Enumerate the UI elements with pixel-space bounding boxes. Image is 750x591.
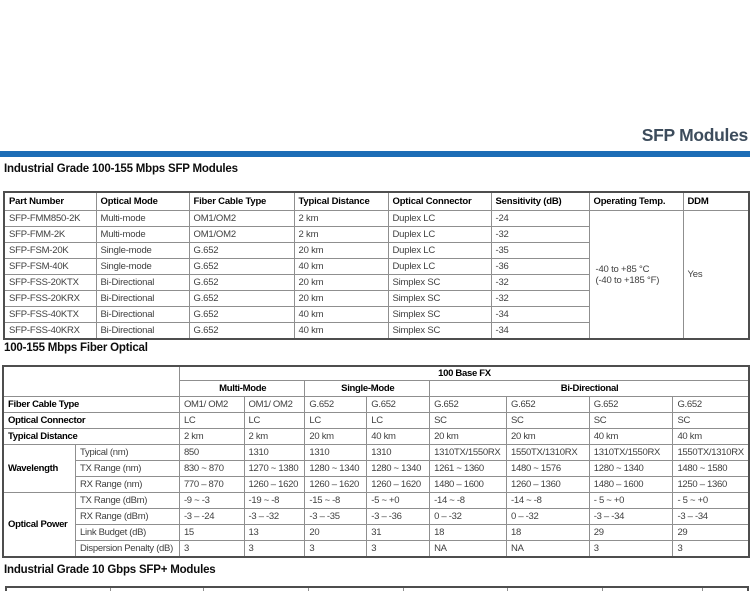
table-cell: 1260 – 1620 [244,477,305,493]
table-cell: 2 km [294,211,388,227]
table-cell: 1250 – 1360 [673,477,749,493]
table-cell: 1480 – 1600 [430,477,507,493]
table-cell: - 5 ~ +0 [589,493,673,509]
fiber-optical-spec-table [2,365,750,558]
section-heading-10gbps-sfp-plus: Industrial Grade 10 Gbps SFP+ Modules [4,564,216,576]
table-cell: G.652 [367,397,430,413]
table-cell: 31 [367,525,430,541]
table-cell: -32 [491,227,589,243]
table-cell: Duplex LC [388,227,491,243]
table-cell: 40 km [294,259,388,275]
table-cell: 850 [179,445,244,461]
table-cell: 0 – -32 [507,509,590,525]
table-cell: 29 [673,525,749,541]
table-cell: LC [179,413,244,429]
table-cell: 1260 – 1620 [367,477,430,493]
table-cell: G.652 [189,259,294,275]
table-cell: G.652 [189,275,294,291]
table-cell: 20 km [305,429,367,445]
table-cell: Bi-Directional [96,307,189,323]
table-cell: OM1/OM2 [189,227,294,243]
table-cell: 1310 [305,445,367,461]
table-cell: LC [244,413,305,429]
table-cell: 40 km [367,429,430,445]
table-cell: -36 [491,259,589,275]
table-cell [602,587,703,591]
sub-row-label: TX Range (nm) [76,461,180,477]
table-cell: -3 – -24 [179,509,244,525]
table-cell: G.652 [589,397,673,413]
table-cell: LC [305,413,367,429]
row-label: Optical Connector [3,413,179,429]
table-cell: 1310 [244,445,305,461]
table-row [4,211,749,227]
table-cell: -32 [491,291,589,307]
table-cell: Multi-mode [96,227,189,243]
table-cell: 20 km [294,243,388,259]
table-cell: G.652 [507,397,590,413]
table-cell: -3 – -35 [305,509,367,525]
table-cell: SC [589,413,673,429]
table-cell: 1310TX/1550RX [430,445,507,461]
table-row [3,477,749,493]
table-cell: 18 [430,525,507,541]
table-cell: SFP-FSM-20K [4,243,96,259]
table-cell: Bi-Directional [96,291,189,307]
table-cell: 1550TX/1310RX [673,445,749,461]
table-cell: 2 km [244,429,305,445]
table-cell: SFP-FMM850-2K [4,211,96,227]
table-cell: 2 km [294,227,388,243]
table-cell: -15 ~ -8 [305,493,367,509]
table-cell: 1270 ~ 1380 [244,461,305,477]
group-label: Wavelength [3,445,76,493]
table-cell: -5 ~ +0 [367,493,430,509]
table-cell: -3 – -34 [673,509,749,525]
row-label: Fiber Cable Type [3,397,179,413]
table-cell: -34 [491,307,589,323]
table-cell: 1260 – 1360 [507,477,590,493]
table-cell: Simplex SC [388,323,491,340]
table-cell: OM1/ OM2 [179,397,244,413]
table-cell: SFP-FSS-20KTX [4,275,96,291]
table-cell: SFP-FSS-40KTX [4,307,96,323]
table-cell [507,587,602,591]
corner-cell [3,366,179,397]
sfp-plus-spec-table-partial [5,586,749,591]
table-cell: -14 ~ -8 [507,493,590,509]
sub-row-label: RX Range (dBm) [76,509,180,525]
table-row [3,509,749,525]
table-cell: OM1/ OM2 [244,397,305,413]
table-cell: 40 km [589,429,673,445]
column-header: Sensitivity (dB) [491,192,589,211]
standard-span-header: 100 Base FX [179,366,749,381]
table-cell: -3 – -34 [589,509,673,525]
table-cell: 1480 ~ 1576 [507,461,590,477]
table-row [3,541,749,558]
table-cell: - 5 ~ +0 [673,493,749,509]
table-row [3,397,749,413]
table-cell: Simplex SC [388,307,491,323]
span-header-row [3,366,749,381]
table-cell: 2 km [179,429,244,445]
table-cell [111,587,204,591]
table-cell: -35 [491,243,589,259]
table-row [3,525,749,541]
table-cell [6,587,111,591]
table-cell: 1480 ~ 1580 [673,461,749,477]
partially-visible-table-region [5,586,749,591]
column-header: Optical Connector [388,192,491,211]
table-cell: 1280 ~ 1340 [367,461,430,477]
table-cell: 40 km [673,429,749,445]
table-cell: SFP-FSS-20KRX [4,291,96,307]
table-cell: 3 [589,541,673,558]
column-header: Typical Distance [294,192,388,211]
table-cell: Multi-mode [96,211,189,227]
table-cell: G.652 [673,397,749,413]
table-cell: 1280 ~ 1340 [589,461,673,477]
table-cell: SC [507,413,590,429]
table-cell: 830 ~ 870 [179,461,244,477]
mode-header-multi-mode: Multi-Mode [179,381,304,397]
table-cell: G.652 [189,243,294,259]
table-cell: LC [367,413,430,429]
column-header: Part Number [4,192,96,211]
column-header: DDM [683,192,749,211]
mode-header-bi-directional: Bi-Directional [430,381,749,397]
table-cell: Bi-Directional [96,275,189,291]
table-cell: 20 km [430,429,507,445]
table-cell: -24 [491,211,589,227]
section-heading-100-155-sfp-modules: Industrial Grade 100-155 Mbps SFP Modules [4,163,238,175]
table-header-row [6,587,748,591]
table-cell: 1480 – 1600 [589,477,673,493]
table-cell [204,587,309,591]
table-cell: 20 km [294,275,388,291]
table-cell: Simplex SC [388,275,491,291]
table-cell: Bi-Directional [96,323,189,340]
table-cell [403,587,507,591]
table-cell: 0 – -32 [430,509,507,525]
table-cell: Single-mode [96,243,189,259]
table-row [3,445,749,461]
row-label: Typical Distance [3,429,179,445]
table-cell: 20 km [507,429,590,445]
table-cell: -32 [491,275,589,291]
table-cell: 40 km [294,323,388,340]
table-cell: 3 [179,541,244,558]
sub-row-label: TX Range (dBm) [76,493,180,509]
table-cell: SFP-FSM-40K [4,259,96,275]
ddm-cell: Yes [683,211,749,340]
table-cell: -34 [491,323,589,340]
table-cell: 20 [305,525,367,541]
table-cell: G.652 [430,397,507,413]
table-cell: SC [673,413,749,429]
table-header-row [4,192,749,211]
accent-bar [0,151,750,157]
table-cell: Simplex SC [388,291,491,307]
table-cell: Duplex LC [388,243,491,259]
table-cell: SFP-FSS-40KRX [4,323,96,340]
table-row [3,461,749,477]
sub-row-label: RX Range (nm) [76,477,180,493]
table-cell: SFP-FMM-2K [4,227,96,243]
page-title: SFP Modules [641,125,748,145]
table-cell: 1310TX/1550RX [589,445,673,461]
sub-row-label: Typical (nm) [76,445,180,461]
mode-header-single-mode: Single-Mode [305,381,430,397]
table-cell: SC [430,413,507,429]
column-header: Optical Mode [96,192,189,211]
column-header: Fiber Cable Type [189,192,294,211]
table-cell [309,587,404,591]
table-cell: NA [507,541,590,558]
table-cell: Duplex LC [388,211,491,227]
section-heading-fiber-optical: 100-155 Mbps Fiber Optical [4,342,148,354]
table-cell: 1550TX/1310RX [507,445,590,461]
table-cell: 29 [589,525,673,541]
table-cell: 1261 ~ 1360 [430,461,507,477]
table-cell: -3 – -32 [244,509,305,525]
table-cell: 770 – 870 [179,477,244,493]
table-cell: G.652 [189,291,294,307]
table-cell: 13 [244,525,305,541]
table-cell: Duplex LC [388,259,491,275]
group-label: Optical Power [3,493,76,558]
table-cell [703,587,748,591]
table-cell: 3 [673,541,749,558]
table-cell: 1280 ~ 1340 [305,461,367,477]
table-cell: OM1/OM2 [189,211,294,227]
table-cell: Single-mode [96,259,189,275]
table-row [3,429,749,445]
table-cell: 1260 – 1620 [305,477,367,493]
table-row [3,413,749,429]
table-cell: 20 km [294,291,388,307]
table-cell: 40 km [294,307,388,323]
table-cell: G.652 [189,307,294,323]
table-cell: NA [430,541,507,558]
table-cell: G.652 [189,323,294,340]
table-cell: -9 ~ -3 [179,493,244,509]
table-cell: -19 ~ -8 [244,493,305,509]
table-cell: 3 [367,541,430,558]
operating-temp-line: (-40 to +185 °F) [595,274,660,286]
sub-row-label: Link Budget (dB) [76,525,180,541]
sfp-modules-spec-table [3,191,750,340]
table-cell: 18 [507,525,590,541]
table-cell: -3 – -36 [367,509,430,525]
sub-row-label: Dispersion Penalty (dB) [76,541,180,558]
operating-temp-line: -40 to +85 °C [595,263,650,275]
column-header: Operating Temp. [589,192,683,211]
operating-temp-cell [589,211,683,340]
table-cell: 3 [244,541,305,558]
table-cell: G.652 [305,397,367,413]
table-cell: 1310 [367,445,430,461]
table-cell: 3 [305,541,367,558]
table-cell: 15 [179,525,244,541]
table-cell: -14 ~ -8 [430,493,507,509]
table-row [3,493,749,509]
